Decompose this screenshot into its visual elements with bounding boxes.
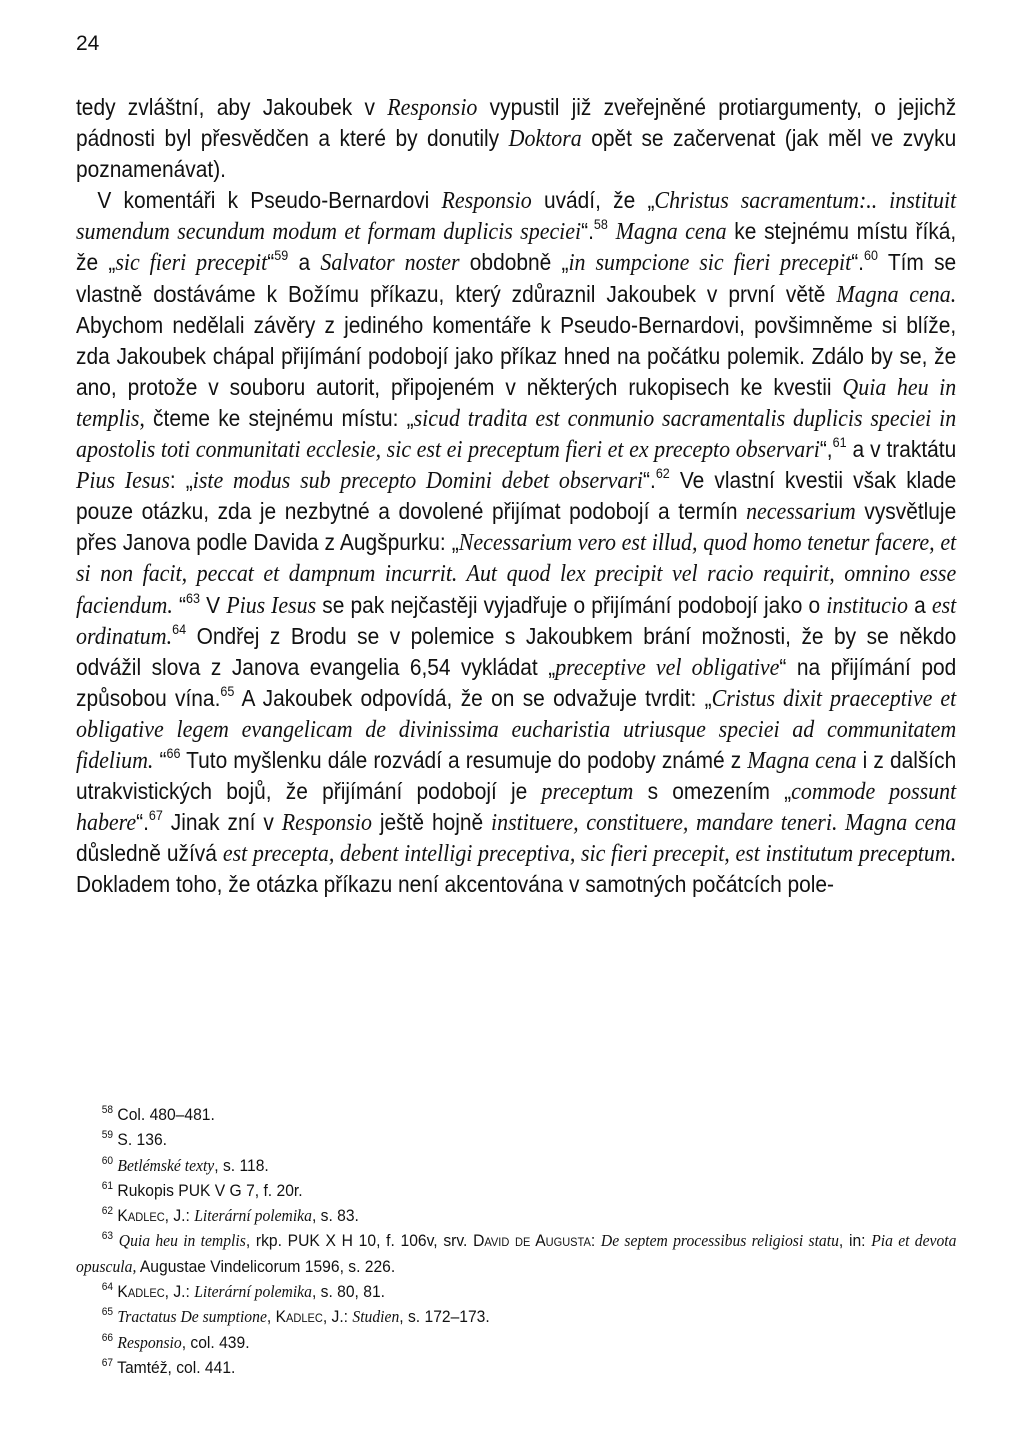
footnote-65 <box>76 1304 956 1329</box>
paragraph-italic: preceptive vel obligative <box>555 653 780 681</box>
paragraph-italic: Pius Iesus <box>76 467 170 495</box>
footnote-ref: 67 <box>148 807 163 824</box>
footnote-text: Rukopis PUK V G 7, f. 20r. <box>117 1180 303 1200</box>
paragraph-text: ke stejnému místu říká, že „ <box>76 218 957 276</box>
footnote-number: 63 <box>101 1230 114 1243</box>
footnote-66 <box>76 1330 956 1355</box>
paragraph-italic: Salvator noster <box>320 249 460 277</box>
body-text <box>76 92 956 900</box>
paragraph <box>76 92 956 185</box>
footnote-text: , s. 83. <box>311 1206 359 1226</box>
footnote-text: Col. 480–481. <box>117 1105 215 1124</box>
footnote-italic: Literární polemika <box>194 1206 312 1226</box>
footnote-text: S. 136. <box>117 1130 167 1150</box>
footnote-64 <box>76 1279 956 1304</box>
footnote-smallcaps: Kadlec, J.: <box>117 1206 195 1226</box>
footnote-60 <box>76 1153 956 1178</box>
footnote-text: Augustae Vindelicorum 1596, s. 226. <box>136 1256 396 1276</box>
paragraph-text: “, <box>819 436 833 463</box>
paragraph-italic: Cristus dixit praeceptive et obligative legem evangelicam de divinissima eucharistia utriusque speciei ad communitatem fidelium. <box>76 684 957 774</box>
footnote-number: 66 <box>101 1331 114 1344</box>
paragraph-text: “ na přijímání pod způsobou vína. <box>76 653 957 711</box>
paragraph-italic: Responsio <box>441 187 532 215</box>
paragraph-text: “. <box>581 218 594 245</box>
footnote-number: 67 <box>101 1356 114 1369</box>
footnote-text: , col. 439. <box>181 1332 250 1352</box>
paragraph-text: A Jakoubek odpovídá, že on se odvažuje tvrdit: „ <box>234 684 712 711</box>
footnote-text: , s. 80, 81. <box>311 1282 385 1302</box>
footnote-63 <box>76 1228 956 1279</box>
paragraph-text: Tuto myšlenku dále rozvádí a resumuje do podoby známé z <box>180 746 748 773</box>
paragraph-text: se pak nejčastěji vyjadřuje o přijímání podobojí jako o <box>316 591 827 618</box>
paragraph <box>76 185 956 900</box>
footnote-smallcaps: Kadlec, J.: <box>275 1307 353 1327</box>
footnote-italic: Pia et devota opuscula, <box>76 1231 957 1276</box>
paragraph-italic: institucio <box>826 591 908 619</box>
footnote-italic: Quia heu in templis <box>118 1231 246 1251</box>
paragraph-italic: iste modus sub precepto Domini debet observari <box>192 467 644 495</box>
footnote-number: 64 <box>101 1280 114 1293</box>
footnote-italic: Studien <box>352 1307 400 1327</box>
paragraph-text: “ <box>172 591 186 618</box>
paragraph-italic: Responsio <box>387 94 478 121</box>
footnote-number: 60 <box>101 1154 114 1167</box>
paragraph-text: ještě hojně <box>371 809 492 836</box>
footnote-smallcaps: David de Augusta <box>473 1231 591 1251</box>
footnote-italic: Betlémské texty <box>117 1155 215 1175</box>
paragraph-italic: Doktora <box>508 125 582 153</box>
footnote-text: , s. 172–173. <box>399 1307 490 1327</box>
footnote-text: , in: <box>838 1231 872 1251</box>
footnote-number: 61 <box>101 1179 114 1192</box>
paragraph-italic: Pius Iesus <box>226 591 317 619</box>
paragraph-text: “. <box>851 249 864 276</box>
paragraph-italic: Christus sacramentum:.. instituit sumendum secundum modum et formam duplicis speciei <box>76 187 957 246</box>
footnote-ref: 61 <box>832 434 847 451</box>
footnote-italic: De septem processibus religiosi statu <box>600 1231 839 1251</box>
footnote-text: , <box>266 1307 276 1327</box>
page-number: 24 <box>76 32 100 55</box>
footnote-text: Tamtéž, col. 441. <box>117 1357 236 1377</box>
paragraph-italic: est precepta, debent intelligi preceptiva, sic fieri precepit, est institutum preceptum. <box>222 840 957 868</box>
paragraph-text: a v traktátu <box>846 436 957 463</box>
paragraph-italic: Magna cena. <box>836 280 957 308</box>
footnote-ref: 60 <box>863 247 878 264</box>
paragraph-text: uvádí, že „ <box>531 187 655 214</box>
footnote-italic: Tractatus De sumptione <box>117 1307 267 1327</box>
footnote-ref: 65 <box>220 682 235 699</box>
footnote-italic: Responsio <box>117 1332 182 1352</box>
paragraph-italic: Necessarium vero est illud, quod homo tenetur facere, et si non facit, peccat et dampnum incurrit. Aut quod lex precipit vel racio requirit, omnino esse faciendum. <box>76 529 957 619</box>
footnote-smallcaps: Kadlec, J.: <box>117 1282 195 1302</box>
footnote-67 <box>76 1355 956 1380</box>
paragraph-text: a <box>288 249 321 276</box>
footnote-number: 59 <box>101 1129 114 1142</box>
footnote-62 <box>76 1203 956 1228</box>
footnote-ref: 62 <box>655 465 670 482</box>
footnote-ref: 59 <box>274 247 289 264</box>
paragraph-text: vysvětluje přes Janova podle Davida z Augšpurku: „ <box>76 498 957 556</box>
footnote-number: 58 <box>101 1103 114 1116</box>
paragraph-text: Ondřej z Brodu se v polemice s Jakoubkem brání možnosti, že by se někdo odvážil slova z Janova evangelia 6,54 vykládat „ <box>76 622 957 680</box>
paragraph-italic: in sumpcione sic fieri precepit <box>568 249 852 277</box>
paragraph-text: Tím se vlastně dostáváme k Božímu příkazu, který zdůraznil Jakoubek v první větě <box>76 249 957 307</box>
paragraph-text: vypustil již zveřejněné protiargumenty, o jejichž pádnosti byl přesvědčen a které by donutily <box>76 94 957 152</box>
paragraph-text: a <box>907 591 932 618</box>
paragraph-text: obdobně „ <box>459 249 569 276</box>
paragraph-text: čteme ke stejnému místu: „ <box>144 404 414 431</box>
paragraph-text: “ <box>153 746 167 773</box>
paragraph-text: i z dalších utrakvistických bojů, že přijímání podobojí je <box>76 746 957 805</box>
paragraph-text: “. <box>136 809 149 836</box>
footnote-ref: 64 <box>172 620 187 637</box>
paragraph-italic: necessarium <box>746 498 856 526</box>
paragraph-italic: commode possunt habere <box>76 778 957 837</box>
footnote-number: 62 <box>101 1205 114 1218</box>
paragraph-text: Jinak zní v <box>162 809 282 836</box>
paragraph-italic: instituere, constituere, mandare teneri. Magna cena <box>491 809 957 837</box>
paragraph-italic: Magna cena <box>747 746 857 774</box>
paragraph-italic: Quia heu in templis, <box>76 373 957 432</box>
paragraph-text: Dokladem toho, že otázka příkazu není akcentována v samotných počátcích pole- <box>76 871 835 898</box>
footnote-61 <box>76 1178 956 1203</box>
footnote-number: 65 <box>101 1306 114 1319</box>
paragraph-italic: sic fieri precepit <box>115 249 268 277</box>
paragraph-text: s omezením „ <box>633 778 792 805</box>
paragraph-text: V <box>199 591 227 618</box>
paragraph-text: “. <box>643 467 656 494</box>
paragraph-italic: Responsio <box>281 809 372 837</box>
paragraph-text: důsledně užívá <box>76 840 223 867</box>
paragraph-text: Ve vlastní kvestii však klade pouze otázku, zda je nezbytné a dovolené přijímat podobojí a termín <box>76 467 957 525</box>
paragraph-text: tedy zvláštní, aby Jakoubek v <box>76 94 388 120</box>
paragraph-text: V komentáři k Pseudo-Bernardovi <box>97 187 442 214</box>
footnote-text: , s. 118. <box>214 1155 269 1175</box>
footnote-text: , rkp. PUK X H 10, f. 106v, srv. <box>245 1231 474 1251</box>
footnote-ref: 66 <box>166 745 181 762</box>
footnote-59 <box>76 1127 956 1152</box>
paragraph-italic: Magna cena <box>615 218 727 246</box>
paragraph-text: : „ <box>169 467 193 494</box>
paragraph-text: opět se začervenat (jak měl ve zvyku poznamenávat). <box>76 125 957 183</box>
footnote-58 <box>76 1102 956 1127</box>
footnote-italic: Literární polemika <box>194 1282 312 1302</box>
footnote-ref: 58 <box>593 216 608 233</box>
paragraph-italic: preceptum <box>541 778 634 806</box>
paragraph-text: “ <box>267 249 275 276</box>
footnotes <box>76 1102 956 1380</box>
footnote-ref: 63 <box>185 589 200 606</box>
footnote-text: : <box>590 1231 601 1251</box>
paragraph-italic: sicud tradita est conmunio sacramentalis duplicis speciei in apostolis toti conmunitati ecclesie, sic est ei preceptum fieri et ex precepto observari <box>76 404 957 464</box>
paragraph-italic: est ordinatum. <box>76 591 957 650</box>
paragraph-text: Abychom nedělali závěry z jediného komentáře k Pseudo-Bernardovi, povšimněme si blíže, zda Jakoubek chápal přijímání podobojí jako příkaz hned na počátku polemik. Zdálo by se, že ano, protože v souboru autorit, připojeném v některých rukopisech ke kvestii <box>76 311 957 400</box>
